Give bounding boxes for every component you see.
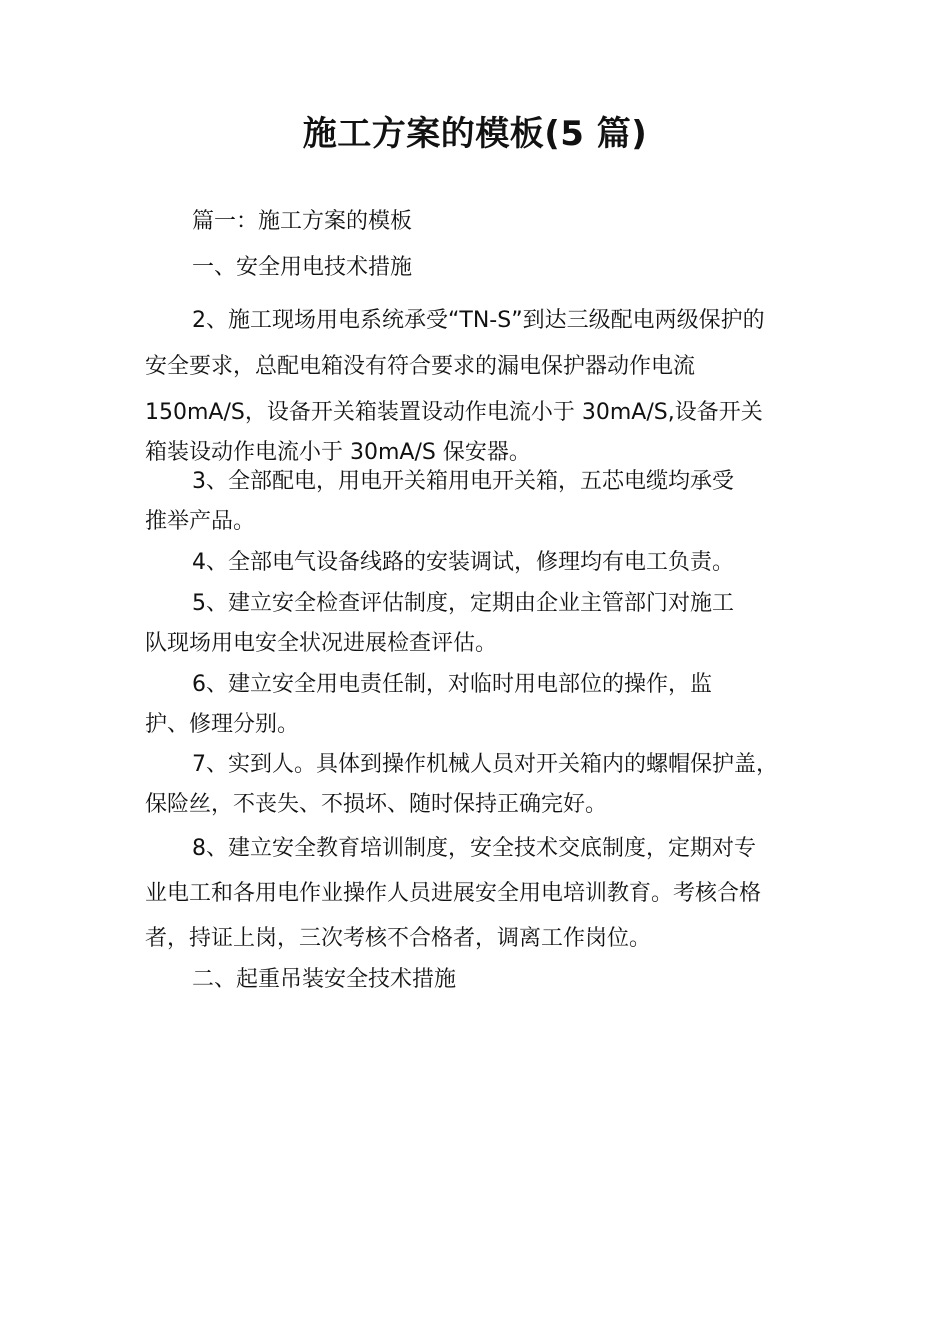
paragraph-line: 保险丝，不丧失、不损坏、随时保持正确完好。: [145, 792, 608, 817]
paragraph-line: 8、建立安全教育培训制度，安全技术交底制度，定期对专: [192, 836, 756, 861]
paragraph-item-3: [145, 462, 825, 542]
paragraph-line: 一、安全用电技术措施: [192, 255, 413, 280]
paragraph-line: 业电工和各用电作业操作人员进展安全用电培训教育。考核合格: [145, 881, 762, 906]
paragraph-line: 6、建立安全用电责任制，对临时用电部位的操作，监: [192, 672, 712, 697]
paragraph-line: 二、起重吊装安全技术措施: [192, 967, 457, 992]
paragraph-line: 5、建立安全检查评估制度，定期由企业主管部门对施工: [192, 591, 734, 616]
paragraph-item-4: [145, 543, 825, 583]
paragraph-item-8: [145, 826, 825, 961]
paragraph-line: 4、全部电气设备线路的安装调试，修理均有电工负责。: [192, 550, 734, 575]
paragraph-line: 箱装设动作电流小于 30mA/S 保安器。: [145, 440, 531, 465]
paragraph-section-heading: [145, 202, 825, 242]
paragraph-line: 篇一：施工方案的模板: [192, 209, 413, 234]
paragraph-line: 者，持证上岗，三次考核不合格者，调离工作岗位。: [145, 926, 652, 951]
paragraph-line: 安全要求，总配电箱没有符合要求的漏电保护器动作电流: [145, 354, 696, 379]
paragraph-line: 3、全部配电，用电开关箱用电开关箱，五芯电缆均承受: [192, 469, 734, 494]
paragraph-item-5: [145, 584, 825, 664]
paragraph-item-6: [145, 665, 825, 745]
paragraph-line: 队现场用电安全状况进展检查评估。: [145, 631, 498, 656]
paragraph-subsection-heading-2: [145, 960, 825, 1000]
paragraph-subsection-heading: [145, 248, 825, 288]
paragraph-line: 7、实到人。具体到操作机械人员对开关箱内的螺帽保护盖，: [192, 752, 778, 777]
paragraph-line: 推举产品。: [145, 509, 256, 534]
paragraph-item-2: [145, 298, 825, 470]
paragraph-item-7: [145, 745, 825, 825]
paragraph-line: 150mA/S，设备开关箱装置设动作电流小于 30mA/S,设备开关: [145, 400, 763, 425]
paragraph-line: 2、施工现场用电系统承受“TN-S”到达三级配电两级保护的: [192, 308, 765, 333]
document-title: 施工方案的模板(5 篇): [302, 114, 648, 154]
paragraph-line: 护、修理分别。: [145, 712, 300, 737]
